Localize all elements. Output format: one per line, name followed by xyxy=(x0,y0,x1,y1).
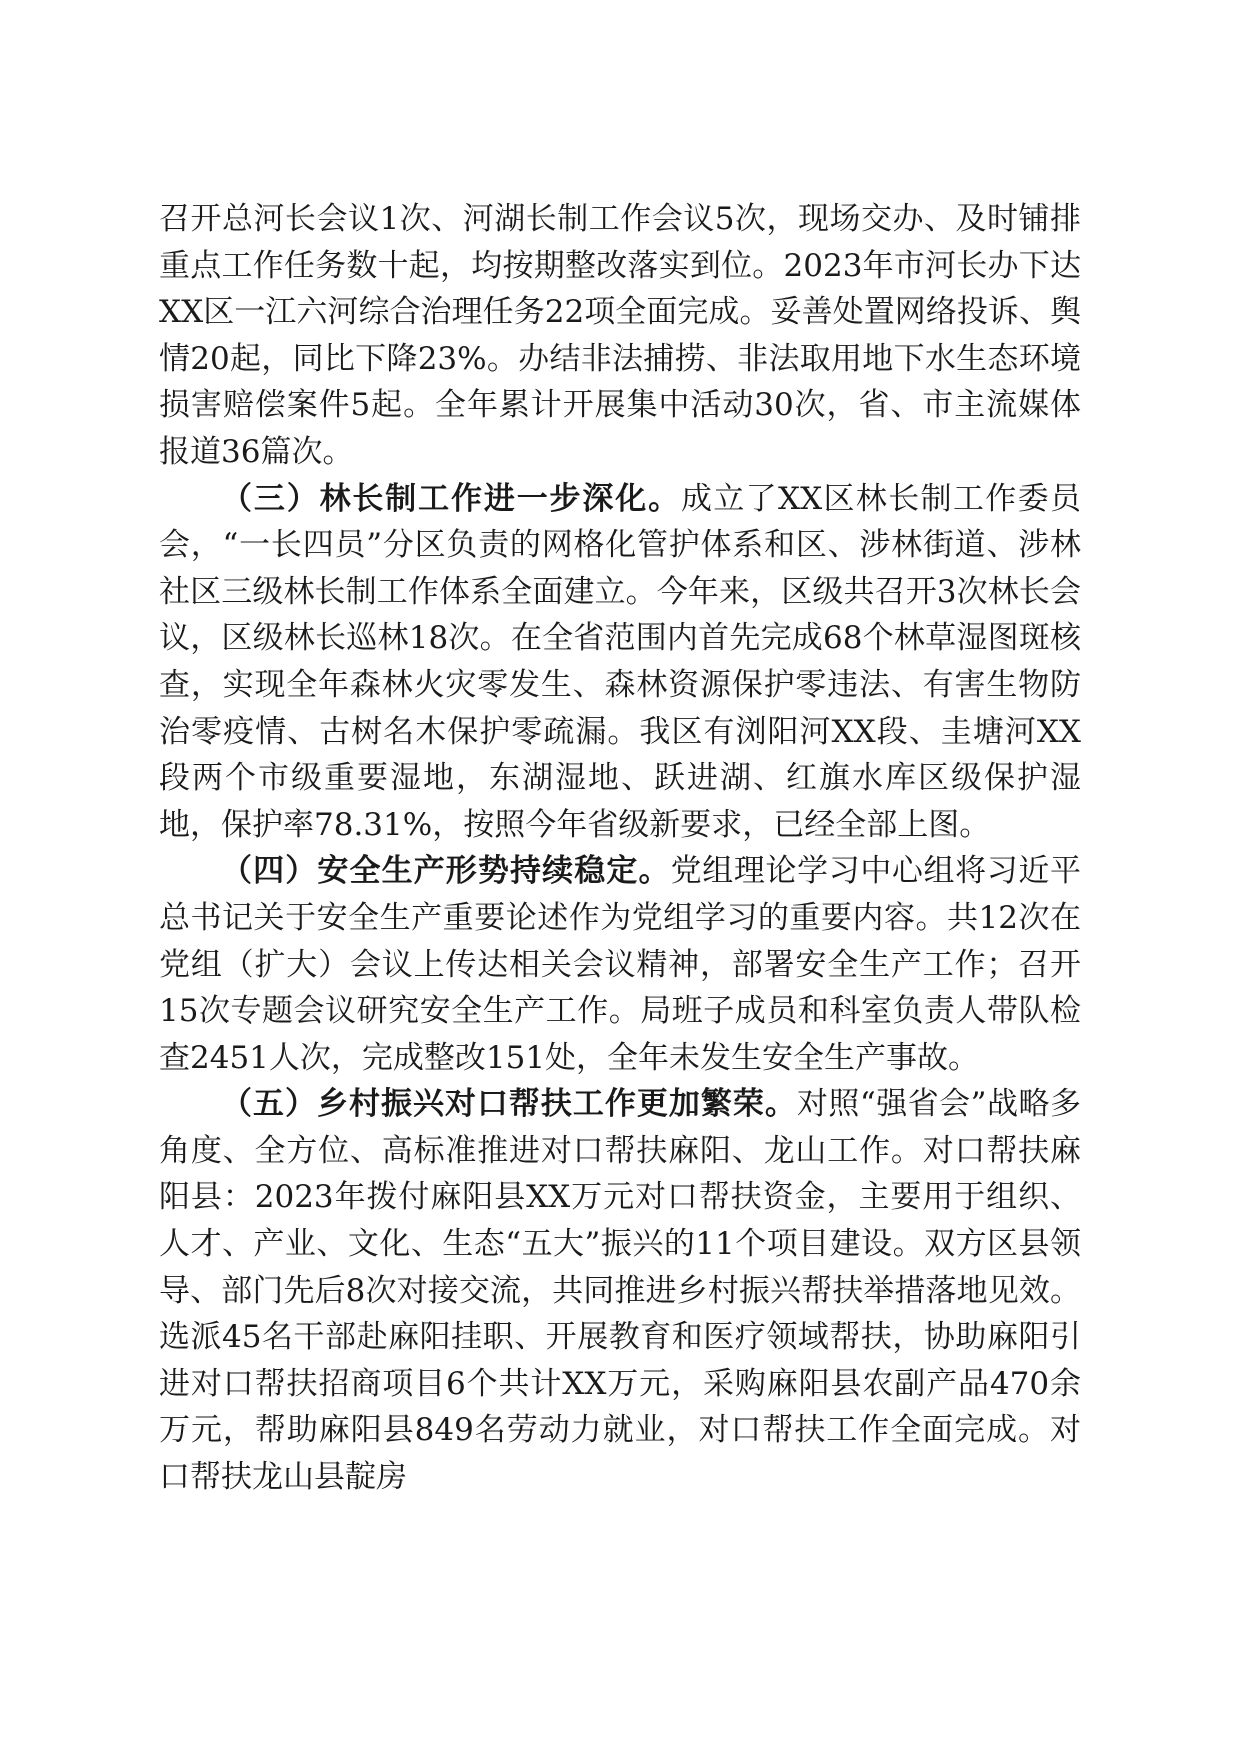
section-heading-rural-revitalization: （五）乡村振兴对口帮扶工作更加繁荣。 xyxy=(221,1086,797,1123)
paragraph-body: 党组理论学习中心组将习近平总书记关于安全生产重要论述作为党组学习的重要内容。共12次在党组（扩大）会议上传达相关会议精神，部署安全生产工作；召开15次专题会议研究安全生产工作。局班子成员和科室负责人带队检查2451人次，完成整改151处，全年未发生安全生产事故。 xyxy=(159,853,1082,1076)
paragraph-rural-revitalization xyxy=(159,1081,1081,1500)
paragraph-body: 成立了XX区林长制工作委员会，“一长四员”分区负责的网格化管护体系和区、涉林街道、涉林社区三级林长制工作体系全面建立。今年来，区级共召开3次林长会议，区级林长巡林18次。在全省范围内首先完成68个林草湿图斑核查，实现全年森林火灾零发生、森林资源保护零违法、有害生物防治零疫情、古树名木保护零疏漏。我区有浏阳河XX段、圭塘河XX段两个市级重要湿地，东湖湿地、跃进湖、红旗水库区级保护湿地，保护率78.31%，按照今年省级新要求，已经全部上图。 xyxy=(159,480,1082,843)
section-heading-work-safety: （四）安全生产形势持续稳定。 xyxy=(221,853,671,890)
paragraph-body: 对照“强省会”战略多角度、全方位、高标准推进对口帮扶麻阳、龙山工作。对口帮扶麻阳县：2023年拨付麻阳县XX万元对口帮扶资金，主要用于组织、人才、产业、文化、生态“五大”振兴的11个项目建设。双方区县领导、部门先后8次对接交流，共同推进乡村振兴帮扶举措落地见效。选派45名干部赴麻阳挂职、开展教育和医疗领域帮扶，协助麻阳引进对口帮扶招商项目6个共计XX万元，采购麻阳县农副产品470余万元，帮助麻阳县849名劳动力就业，对口帮扶工作全面完成。对口帮扶龙山县靛房 xyxy=(159,1086,1082,1496)
section-heading-forest-chief: （三）林长制工作进一步深化。 xyxy=(221,480,681,517)
paragraph-river-chief-continued xyxy=(159,196,1081,476)
document-body xyxy=(159,196,1081,1501)
paragraph-work-safety xyxy=(159,848,1081,1081)
paragraph-body: 召开总河长会议1次、河湖长制工作会议5次，现场交办、及时铺排重点工作任务数十起，均按期整改落实到位。2023年市河长办下达XX区一江六河综合治理任务22项全面完成。妥善处置网络投诉、舆情20起，同比下降23%。办结非法捕捞、非法取用地下水生态环境损害赔偿案件5起。全年累计开展集中活动30次，省、市主流媒体报道36篇次。 xyxy=(159,201,1081,470)
paragraph-forest-chief xyxy=(159,476,1081,849)
